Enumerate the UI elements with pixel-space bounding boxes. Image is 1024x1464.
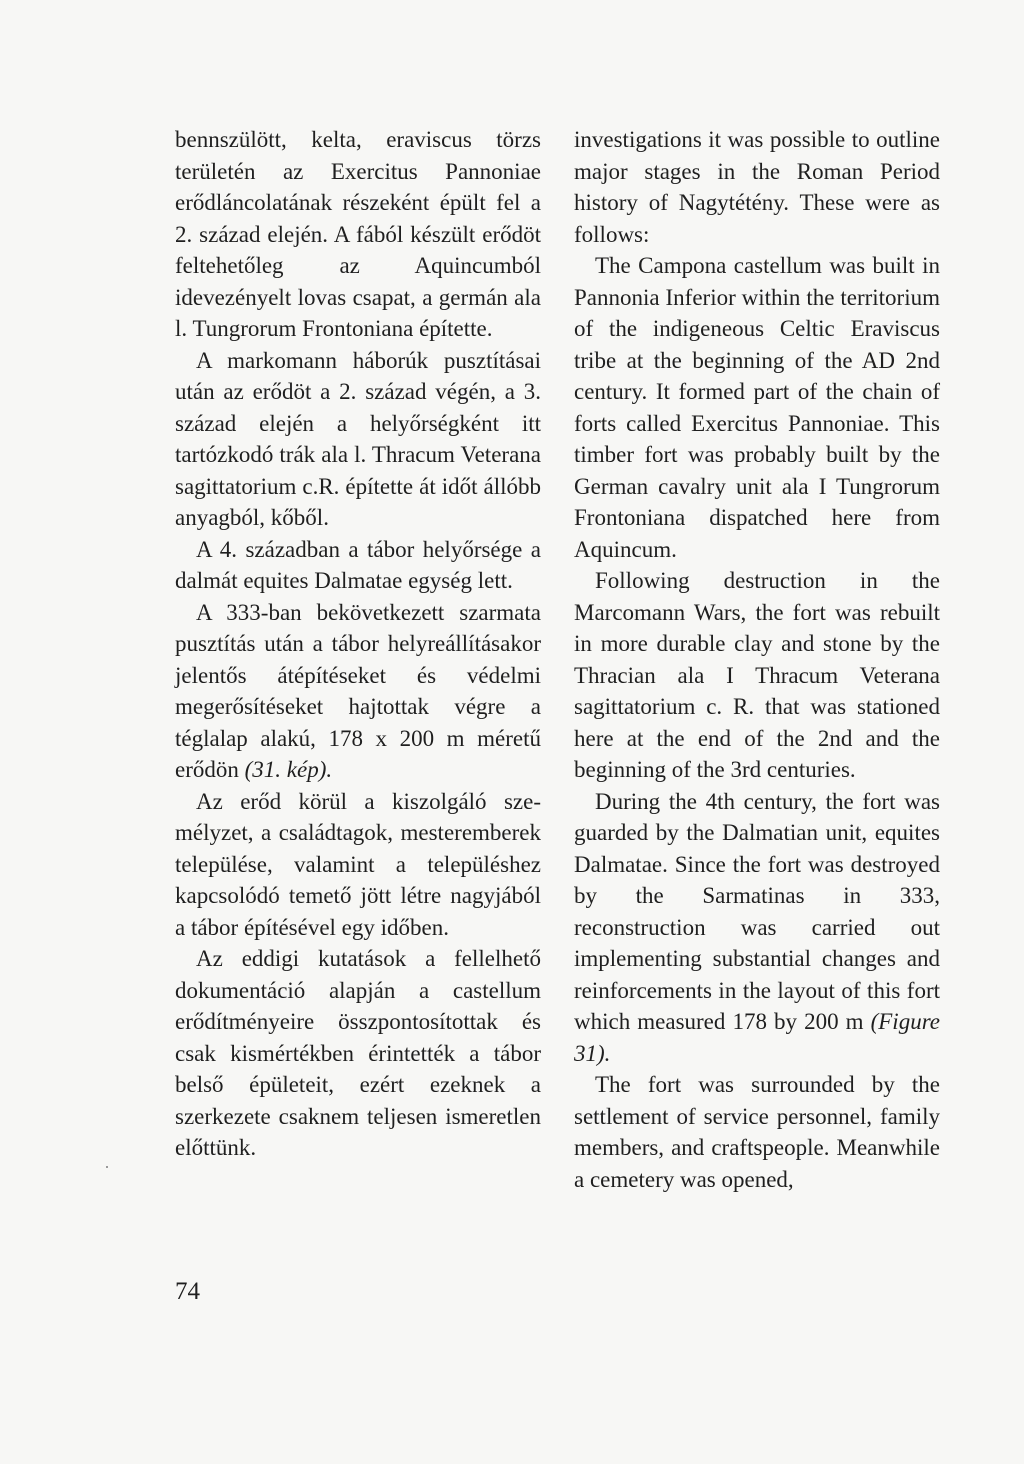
paragraph: The Campona castellum was built in Pannonia Inferior within the territorium of the indigeneous Celtic Eraviscus tribe at the beginning of the AD 2nd century. It formed part of the chain of forts called Exercitus Pannoniae. This timber fort was probably built by the German cavalry unit ala I Tungrorum Frontoniana dispatched here from Aquincum.	[574, 253, 940, 562]
paragraph: The fort was surrounded by the settlement of service personnel, family members, and craftspeople. Meanwhile a cemetery was opened,	[574, 1072, 940, 1192]
paragraph: Following destruction in the Marcomann Wars, the fort was rebuilt in more durable clay and stone by the Thracian ala I Thracum Veterana sagittatorium c. R. that was stationed here at the end of the 2nd and the beginning of the 3rd centuries.	[574, 568, 940, 782]
paragraph: investigations it was possible to outline major stages in the Roman Period history of Nagytétény. These were as follows:	[574, 127, 940, 247]
paragraph: Az erőd körül a kiszolgáló személyzet, a családtagok, mesteremberek települése, valamint a településhez kapcsolódó temető jött létre nagyjából a tábor építésével egy időben.	[175, 788, 541, 940]
figure-reference: (Figure 31).	[574, 1009, 940, 1066]
scan-speck	[106, 1166, 108, 1168]
paragraph	[574, 786, 940, 1070]
paragraph-text: A 333-ban bekövetkezett szarmata pusztítás után a tábor helyreállításakor jelentős átépítéseket és védelmi megerősítéseket hajtottak végre a téglalap alakú, 178 x 200 m méretű erődön	[175, 599, 541, 782]
english-text-column	[574, 124, 940, 1195]
page-number: 74	[175, 1278, 200, 1305]
paragraph	[175, 597, 541, 786]
figure-reference: (31. kép).	[244, 757, 333, 782]
paragraph: bennszülött, kelta, eraviscus törzs területén az Exercitus Pannoniae erődláncolatának részeként épült fel a 2. század elején. A fából készült erődöt feltehetőleg az Aquincumból idevezényelt lovas csapat, a germán ala l. Tungrorum Frontoniana építette.	[175, 127, 541, 341]
hungarian-text-column	[175, 124, 541, 1164]
paragraph: A 4. században a tábor helyőrsége a dalmát equites Dalmatae egység lett.	[175, 536, 541, 593]
paragraph: A markomann háborúk pusztításai után az erődöt a 2. század végén, a 3. század elején a helyőrségként itt tartózkodó trák ala l. Thracum Veterana sagittatorium c.R. építette át időt állóbb anyagból, kőből.	[175, 347, 541, 530]
paragraph-text: During the 4th century, the fort was guarded by the Dalmatian unit, equites Dalmatae. Since the fort was destroyed by the Sarmatinas in 333, reconstruction was carried out implementing substantial changes and reinforcements in the layout of this fort which measured 178 by 200 m	[574, 788, 940, 1034]
paragraph: Az eddigi kutatások a fellelhető dokumentáció alapján a castellum erődítményeire összpontosítottak és csak kismértékben érintették a tábor belső épületeit, ezért ezeknek a szerkezete csaknem teljesen ismeretlen előttünk.	[175, 946, 541, 1160]
